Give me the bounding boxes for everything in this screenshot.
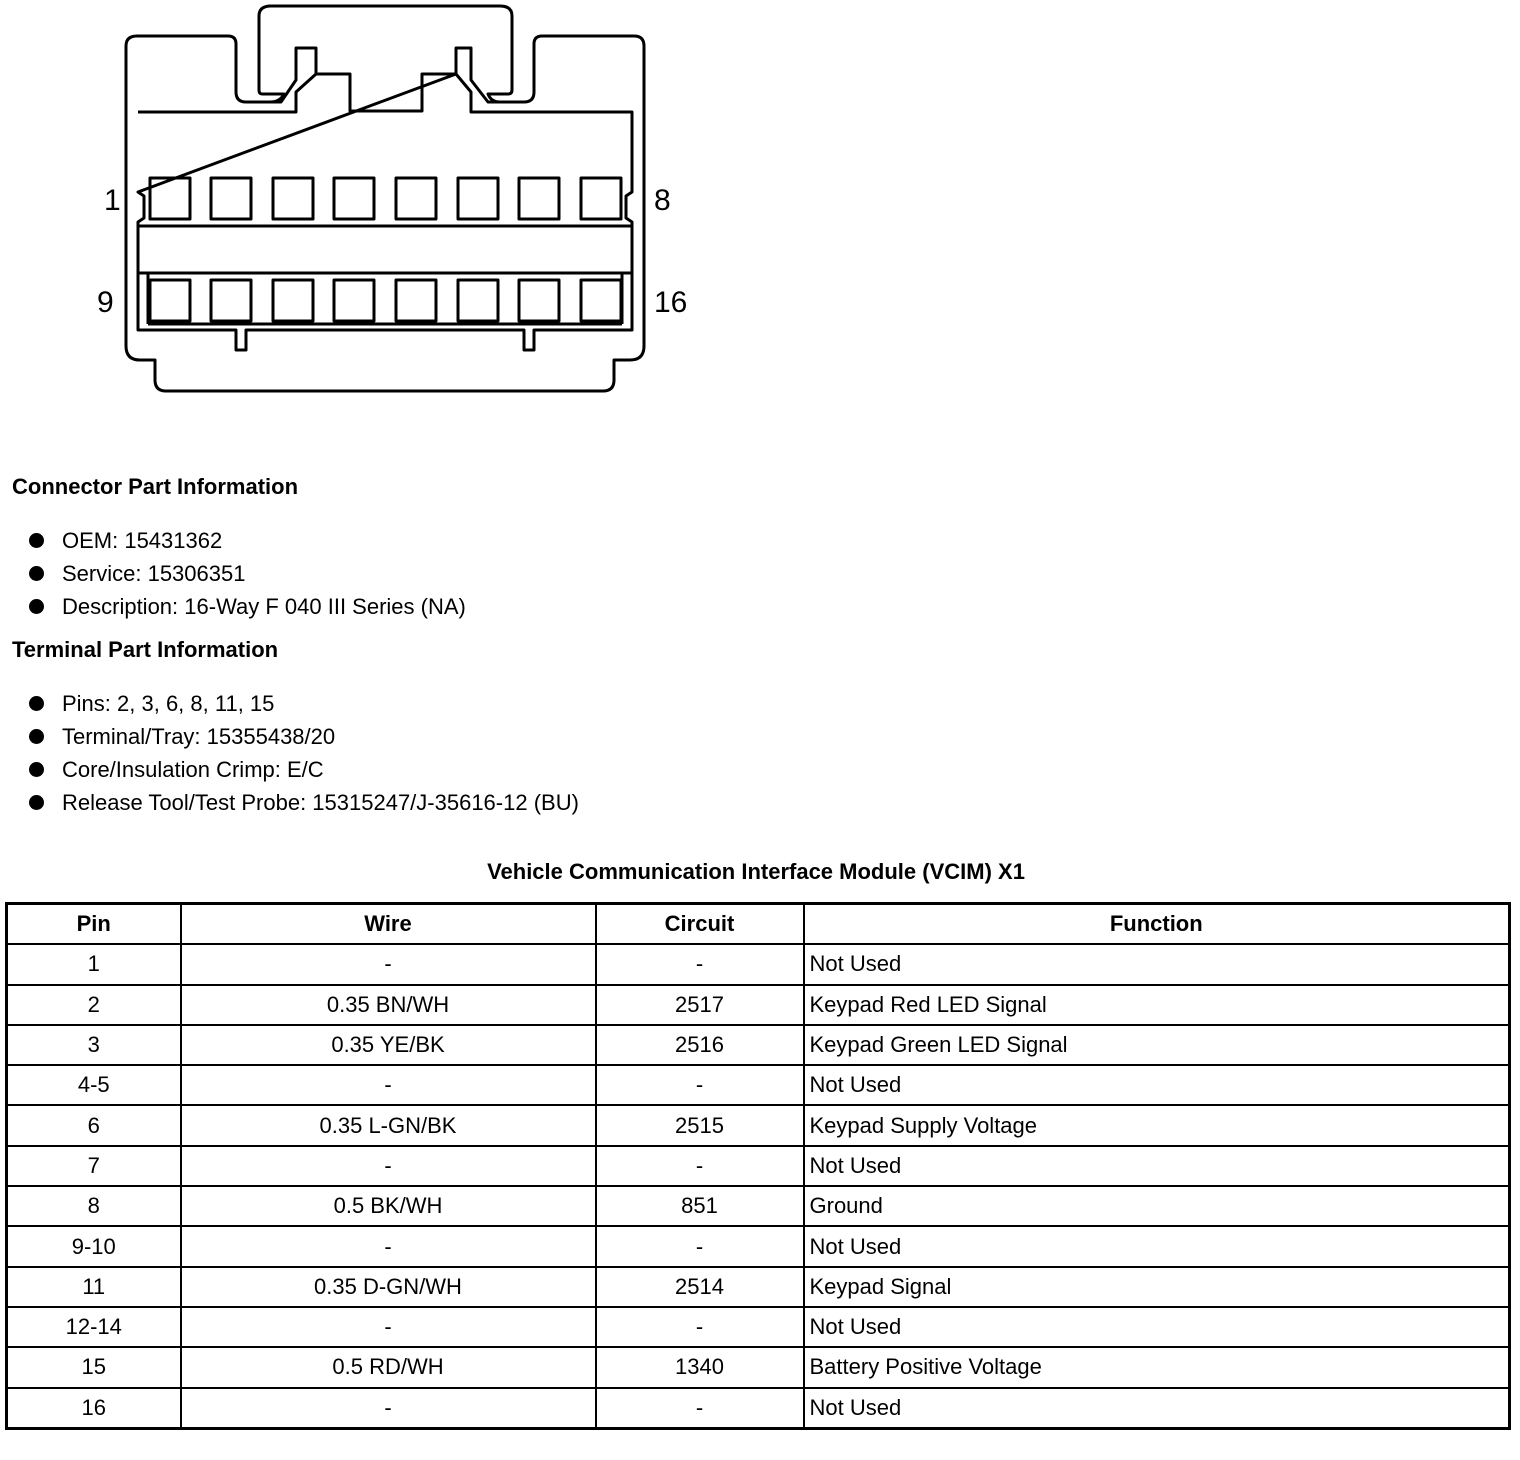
table-row (7, 1105, 1510, 1145)
cell-circuit: - (596, 1307, 804, 1347)
pin-label-top-left: 1 (104, 184, 121, 217)
table-row (7, 1267, 1510, 1307)
connector-info-heading: Connector Part Information (12, 474, 299, 499)
cell-wire: 0.5 BK/WH (181, 1186, 596, 1226)
cell-function: Not Used (804, 1146, 1510, 1186)
cell-wire: - (181, 1307, 596, 1347)
cell-pin: 16 (7, 1388, 181, 1429)
cell-circuit: 851 (596, 1186, 804, 1226)
bullet-icon (29, 729, 44, 744)
table-header-row (7, 904, 1510, 945)
cell-circuit: - (596, 1388, 804, 1429)
cell-wire: 0.35 YE/BK (181, 1025, 596, 1065)
cell-function: Not Used (804, 1065, 1510, 1105)
cell-function: Keypad Green LED Signal (804, 1025, 1510, 1065)
pin-label-bottom-right: 16 (654, 286, 688, 319)
bullet-icon (29, 696, 44, 711)
pin-label-top-right: 8 (654, 184, 671, 217)
cell-circuit: - (596, 944, 804, 984)
cell-function: Not Used (804, 1388, 1510, 1429)
cell-function: Keypad Red LED Signal (804, 985, 1510, 1025)
pin-cavity (211, 280, 251, 321)
cell-circuit: 2517 (596, 985, 804, 1025)
bullet-icon (29, 566, 44, 581)
pin-cavity (150, 280, 190, 321)
pin-cavity (458, 280, 498, 321)
cell-pin: 4-5 (7, 1065, 181, 1105)
pin-cavity (273, 280, 313, 321)
cell-wire: - (181, 944, 596, 984)
cell-function: Battery Positive Voltage (804, 1347, 1510, 1387)
cell-wire: - (181, 1388, 596, 1429)
header-function: Function (804, 904, 1510, 945)
bullet-icon (29, 762, 44, 777)
table-row (7, 1388, 1510, 1429)
bullet-icon (29, 599, 44, 614)
cell-pin: 2 (7, 985, 181, 1025)
cell-pin: 12-14 (7, 1307, 181, 1347)
pin-cavity (211, 178, 251, 219)
cell-circuit: 2514 (596, 1267, 804, 1307)
pin-cavity (396, 280, 436, 321)
cell-wire: 0.35 L-GN/BK (181, 1105, 596, 1145)
cell-circuit: 2516 (596, 1025, 804, 1065)
cell-wire: - (181, 1065, 596, 1105)
bullet-icon (29, 795, 44, 810)
header-pin: Pin (7, 904, 181, 945)
cell-wire: - (181, 1146, 596, 1186)
table-row (7, 1347, 1510, 1387)
table-row (7, 1146, 1510, 1186)
terminal-info-heading: Terminal Part Information (12, 637, 279, 662)
pin-cavity (334, 280, 374, 321)
cell-pin: 6 (7, 1105, 181, 1145)
cell-circuit: - (596, 1146, 804, 1186)
pin-cavity (396, 178, 436, 219)
cell-function: Not Used (804, 944, 1510, 984)
table-row (7, 1307, 1510, 1347)
pin-label-bottom-left: 9 (97, 286, 114, 319)
pinout-table (5, 902, 1511, 1430)
header-circuit: Circuit (596, 904, 804, 945)
cell-wire: 0.35 BN/WH (181, 985, 596, 1025)
bullet-icon (29, 533, 44, 548)
cell-pin: 9-10 (7, 1226, 181, 1266)
pin-cavity (519, 178, 559, 219)
pin-cavity (581, 178, 621, 219)
cell-wire: 0.5 RD/WH (181, 1347, 596, 1387)
cell-function: Ground (804, 1186, 1510, 1226)
pin-cavity (458, 178, 498, 219)
table-row (7, 1186, 1510, 1226)
header-wire: Wire (181, 904, 596, 945)
cell-pin: 15 (7, 1347, 181, 1387)
cell-pin: 11 (7, 1267, 181, 1307)
cell-function: Not Used (804, 1307, 1510, 1347)
table-row (7, 1065, 1510, 1105)
table-title: Vehicle Communication Interface Module (VCIM) X1 (487, 859, 1025, 884)
cell-wire: 0.35 D-GN/WH (181, 1267, 596, 1307)
cell-circuit: 1340 (596, 1347, 804, 1387)
cell-pin: 3 (7, 1025, 181, 1065)
cell-function: Keypad Signal (804, 1267, 1510, 1307)
cell-wire: - (181, 1226, 596, 1266)
connector-face-diagram (0, 0, 720, 410)
pin-cavity (273, 178, 313, 219)
pin-cavity (519, 280, 559, 321)
cell-pin: 8 (7, 1186, 181, 1226)
cell-circuit: - (596, 1065, 804, 1105)
cell-function: Not Used (804, 1226, 1510, 1266)
cell-pin: 1 (7, 944, 181, 984)
table-row (7, 944, 1510, 984)
table-row (7, 1226, 1510, 1266)
table-row (7, 985, 1510, 1025)
cell-function: Keypad Supply Voltage (804, 1105, 1510, 1145)
pin-cavity (334, 178, 374, 219)
cell-circuit: 2515 (596, 1105, 804, 1145)
cell-circuit: - (596, 1226, 804, 1266)
pin-cavity (581, 280, 621, 321)
cell-pin: 7 (7, 1146, 181, 1186)
table-row (7, 1025, 1510, 1065)
connector-housing-outline (126, 6, 644, 391)
